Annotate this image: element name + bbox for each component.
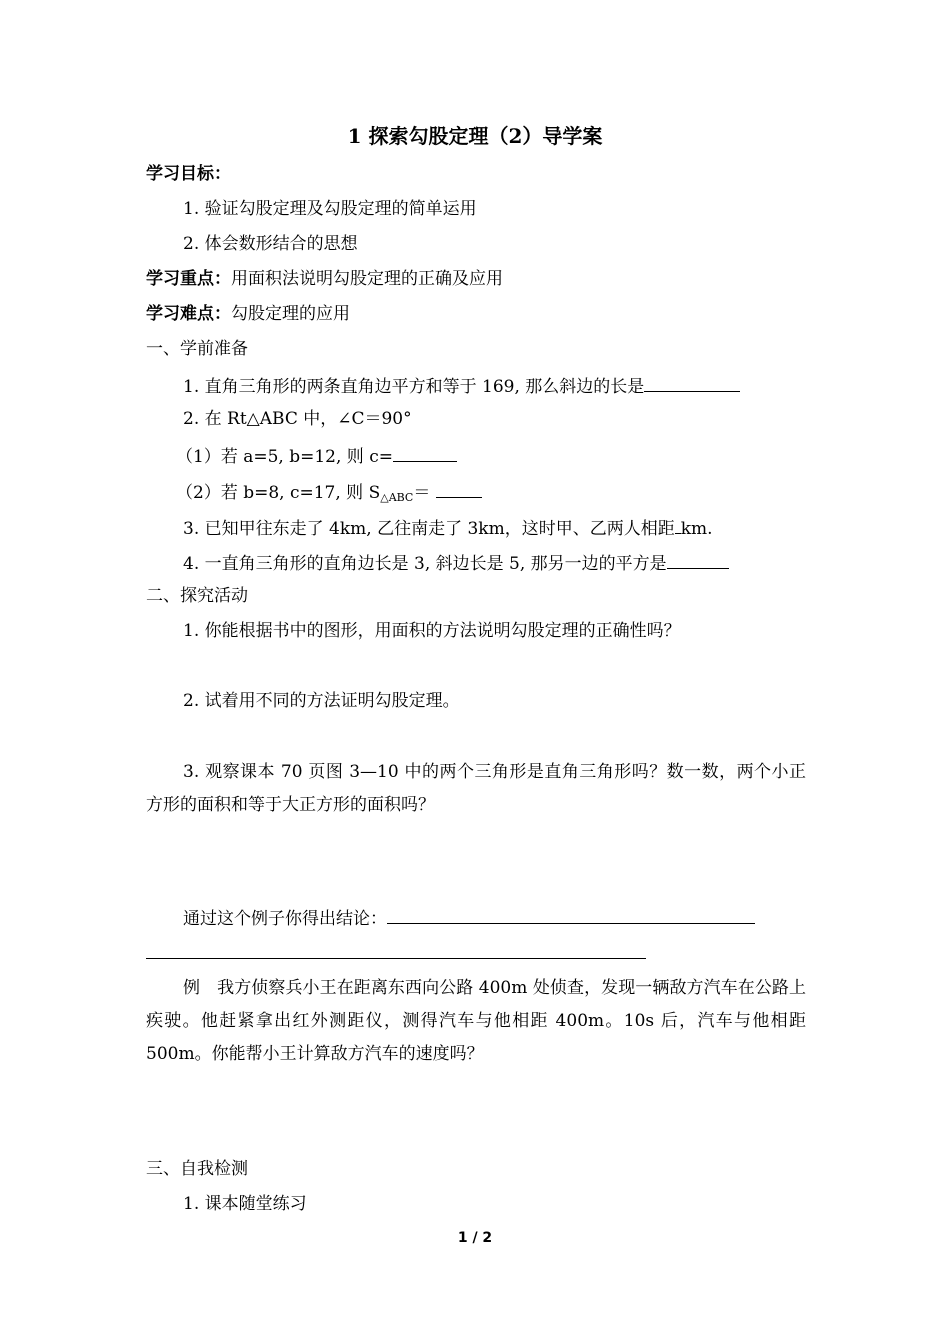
question-3 [183,515,713,540]
key-text: 用面积法说明勾股定理的正确及应用 [231,269,503,289]
activity-1: 1. 你能根据书中的图形，用面积的方法说明勾股定理的正确性吗？ [183,621,681,641]
difficulty-point [146,303,350,325]
page-number: 1 / 2 [457,1230,493,1246]
objective-item: 1. 验证勾股定理及勾股定理的简单运用 [183,199,477,219]
question-text: 1. 直角三角形的两条直角边平方和等于 169, 那么斜边的长是 [183,377,645,397]
question-2: 2. 在 Rt△ABC 中，∠C＝90° [183,409,412,429]
answer-blank[interactable] [644,373,740,392]
question-2a [176,443,457,468]
question-unit: km. [680,519,713,539]
activity-3: 3. 观察课本 70 页图 3—10 中的两个三角形是直角三角形吗？数一数，两个小正方形的面积和等于大正方形的面积吗？ [146,762,806,815]
page-title: 1 探索勾股定理（2）导学案 [347,124,603,148]
answer-blank[interactable] [393,443,457,462]
key-label: 学习重点： [146,269,231,289]
conclusion-blank[interactable] [387,905,755,924]
objectives-label: 学习目标： [146,164,231,184]
question-text: （2）若 b=8, c=17, 则 S [176,483,381,503]
subscript: △ABC [380,491,414,504]
question-text: 3. 已知甲往东走了 4km, 乙往南走了 3km，这时甲、乙两人相距 [183,519,675,539]
objective-item: 2. 体会数形结合的思想 [183,234,358,254]
question-2b [176,479,482,509]
difficulty-text: 勾股定理的应用 [231,304,350,324]
example-problem: 例 我方侦察兵小王在距离东西向公路 400m 处侦查，发现一辆敌方汽车在公路上疾驶。他赶紧拿出红外测距仪，测得汽车与他相距 400m。10s 后，汽车与他相距 500m。你能帮小王计算敌方汽车的速度吗？ [146,978,806,1064]
question-text: 4. 一直角三角形的直角边长是 3, 斜边长是 5, 那另一边的平方是 [183,554,667,574]
key-point [146,268,503,290]
question-text: （1）若 a=5, b=12, 则 c= [176,447,393,467]
self-check-item: 1. 课本随堂练习 [183,1194,307,1214]
answer-blank[interactable] [667,550,729,569]
conclusion-prompt [183,905,755,930]
conclusion-blank-line[interactable] [146,958,646,959]
section-heading: 一、学前准备 [146,339,248,359]
answer-blank[interactable] [436,479,482,498]
section-heading: 二、探究活动 [146,586,248,606]
activity-2: 2. 试着用不同的方法证明勾股定理。 [183,691,460,711]
question-4 [183,550,729,575]
conclusion-label: 通过这个例子你得出结论： [183,909,387,929]
question-1 [183,373,740,398]
section-heading: 三、自我检测 [146,1159,248,1179]
question-text: ＝ [413,483,436,503]
difficulty-label: 学习难点： [146,304,231,324]
